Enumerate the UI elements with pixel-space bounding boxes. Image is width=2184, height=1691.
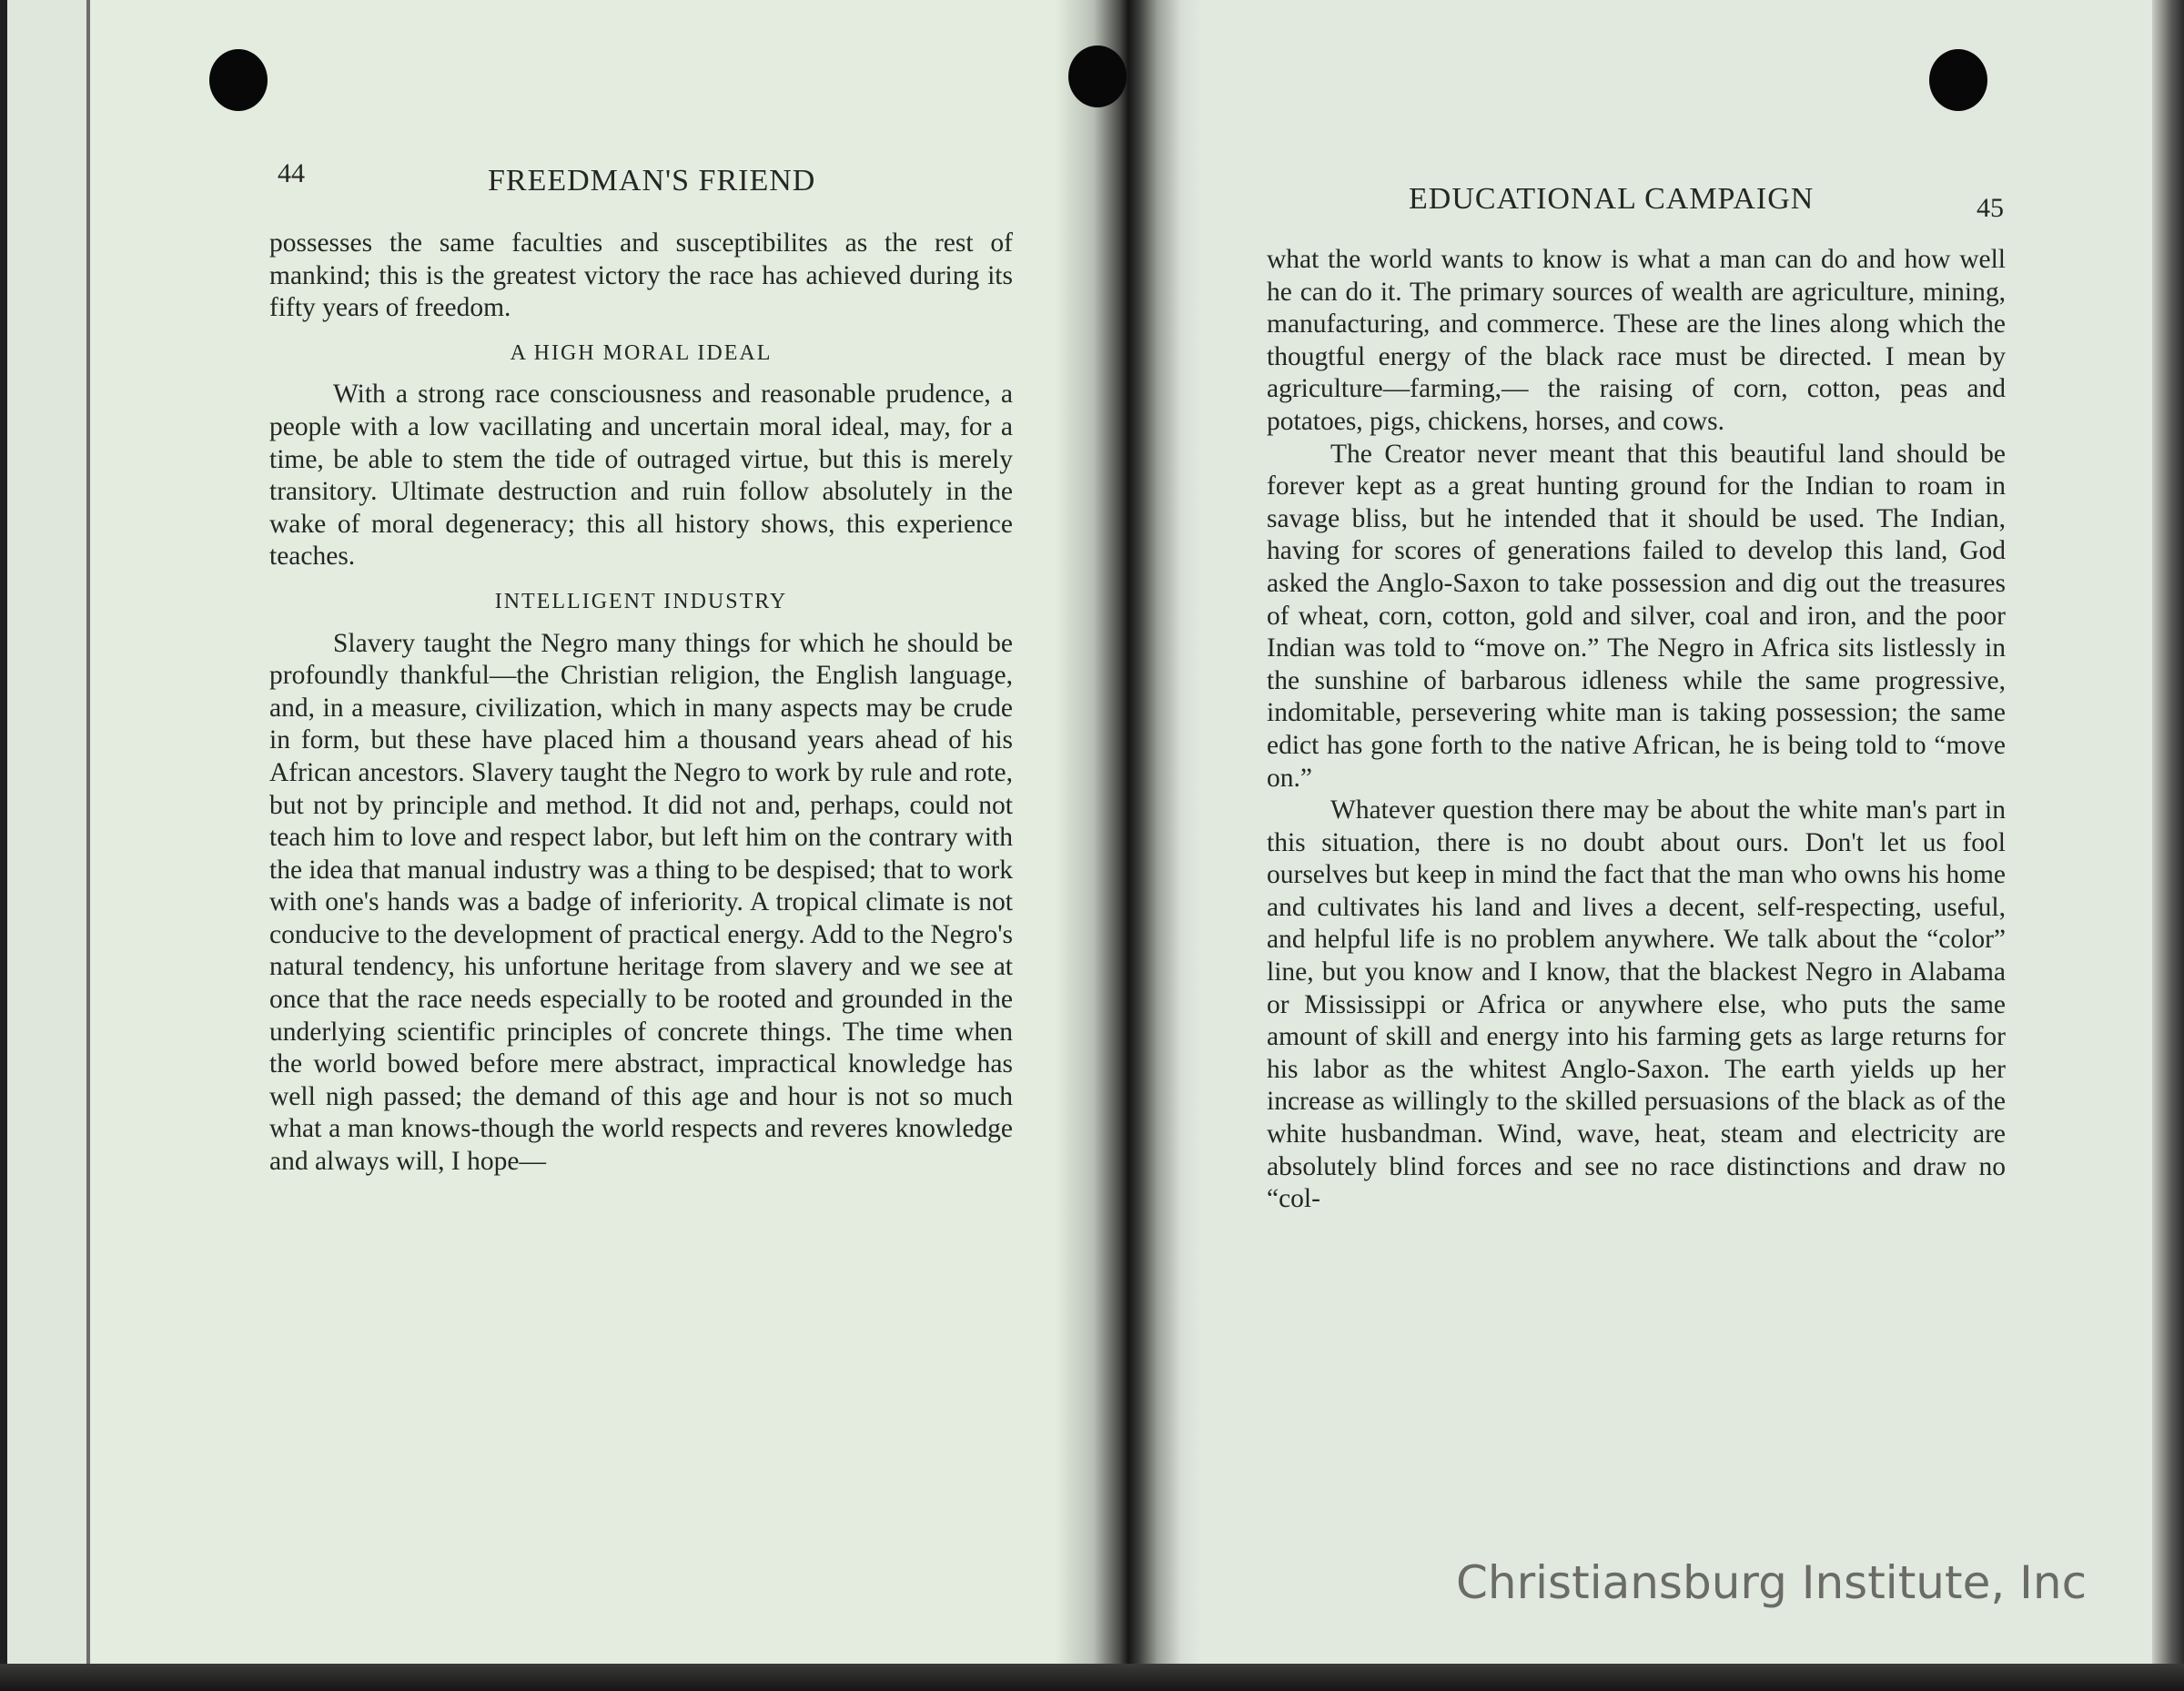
scanner-left-margin xyxy=(0,0,91,1691)
page-fold-line xyxy=(86,0,90,1666)
book-spine-shadow xyxy=(1056,0,1201,1666)
left-heading-moral-ideal: A HIGH MORAL IDEAL xyxy=(510,340,773,365)
left-heading-intelligent-industry: INTELLIGENT INDUSTRY xyxy=(494,589,788,613)
punch-hole-center xyxy=(1068,46,1127,107)
left-running-head: FREEDMAN'S FRIEND xyxy=(488,164,816,197)
right-page-text xyxy=(1267,244,2006,1216)
right-paragraph-creator: The Creator never meant that this beautiful land should be forever kept as a great hunting ground for the Indian to roam in savage bliss, but he intended that it should be used. The Indian, having for scores of generations failed to develop this land, God asked the Anglo-Saxon to take possession and dig out the treasures of wheat, corn, cotton, gold and silver, coal and iron, and the poor Indian was told to “move on.” The Negro in Africa sits listlessly in the sunshine of barbarous idleness while the same progressive, indomitable, persevering white man is taking possession; the same edict has gone forth to the native African, he is being told to “move on.” xyxy=(1267,439,2006,793)
right-paragraph-wealth: what the world wants to know is what a man can do and how well he can do it. The primary sources of wealth are agriculture, mining, manufacturing, and commerce. These are the lines along which the thougtful energy of the black race must be directed. I mean by agriculture—farming,— the raising of corn, cotton, peas and potatoes, pigs, chickens, horses, and cows. xyxy=(1267,245,2006,436)
scan-edge-shadow xyxy=(0,0,7,1691)
left-page-number: 44 xyxy=(278,158,305,188)
watermark-text: Christiansburg Institute, Inc xyxy=(1456,1556,2088,1609)
right-page-edge xyxy=(2152,0,2184,1691)
bottom-scan-edge xyxy=(0,1664,2184,1691)
left-page-text xyxy=(269,228,1013,1179)
punch-hole-left xyxy=(209,49,268,111)
left-paragraph-intelligent-industry: Slavery taught the Negro many things for which he should be profoundly thankful—the Christian religion, the English language, and, in a measure, civilization, which in many aspects may be crude in form, but these have placed him a thousand years ahead of his African ancestors. Slavery taught the Negro to work by rule and rote, but not by principle and method. It did not and, perhaps, could not teach him to love and respect labor, but left him on the contrary with the idea that manual industry was a thing to be despised; that to work with one's hands was a badge of inferiority. A tropical climate is not conducive to the development of practical energy. Add to the Negro's natural tendency, his unfortune heritage from slavery and we see at once that the race needs especially to be rooted and grounded in the underlying scientific principles of concrete things. The time when the world bowed before mere abstract, impractical knowledge has well nigh passed; the demand of this age and hour is not so much what a man knows-though the world respects and reveres knowledge and always will, I hope— xyxy=(269,628,1013,1177)
left-paragraph-moral-ideal: With a strong race consciousness and reasonable prudence, a people with a low vacillating and uncertain moral ideal, may, for a time, be able to stem the tide of outraged virtue, but this is merely transitory. Ultimate destruction and ruin follow absolutely in the wake of moral degeneracy; this all history shows, this experience teaches. xyxy=(269,380,1013,572)
right-page-number: 45 xyxy=(1977,193,2004,223)
right-running-head: EDUCATIONAL CAMPAIGN xyxy=(1409,182,1815,216)
right-paragraph-whatever: Whatever question there may be about the white man's part in this situation, there is no doubt about ours. Don't let us fool ourselves but keep in mind the fact that the man who owns his home and cultivates his land and lives a decent, self-respecting, useful, and helpful life is no problem anywhere. We talk about the “color” line, but you know and I know, that the blackest Negro in Alabama or Mississippi or Africa or anywhere else, who puts the same amount of skill and energy into his farming gets as large returns for his labor as the whitest Anglo-Saxon. The earth yields up her increase as willingly to the skilled persuasions of the black as of the white husbandman. Wind, wave, heat, steam and electricity are absolutely blind forces and see no race distinctions and draw no “col- xyxy=(1267,795,2006,1214)
punch-hole-right xyxy=(1929,49,1987,111)
left-opening-paragraph: possesses the same faculties and susceptibilites as the rest of mankind; this is the greatest victory the race has achieved during its fifty years of freedom. xyxy=(269,228,1013,323)
